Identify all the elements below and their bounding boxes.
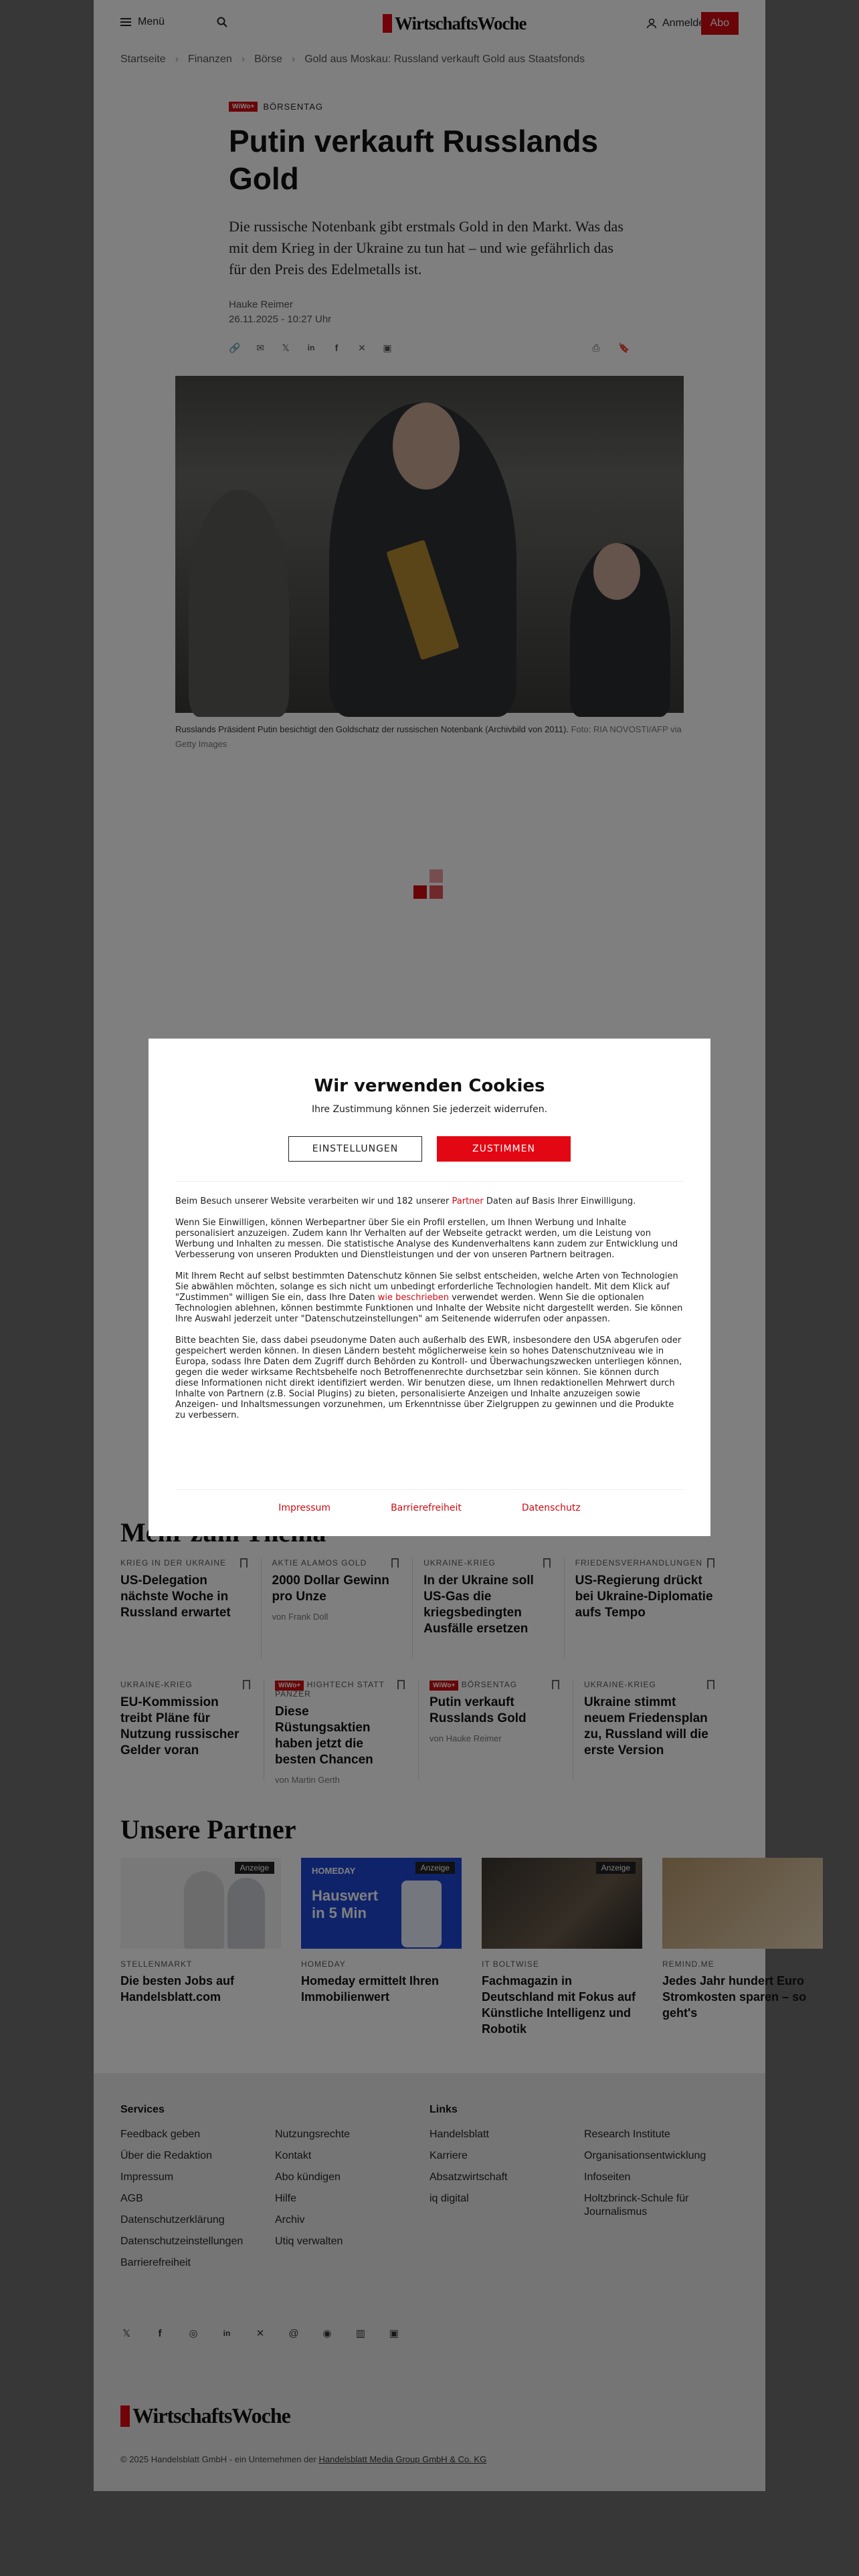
cookie-text: Beim Besuch unserer Website verarbeiten wir und 182 unserer xyxy=(175,1196,450,1206)
divider xyxy=(175,1181,684,1182)
cookie-text: Mit Ihrem Recht auf selbst bestimmten Datenschutz können Sie selbst entscheiden, welche Arten von Technologien Sie abwählen möchten, solange es sich nicht um unbedingt erforderliche Technologien handelt. Mit dem Klick auf "Zustimmen" willigen Sie ein, dass Ihre Daten xyxy=(175,1271,678,1303)
cookie-accept-button[interactable]: ZUSTIMMEN xyxy=(437,1136,571,1162)
cookie-body xyxy=(175,1196,684,1432)
cookie-paragraph xyxy=(175,1271,684,1325)
cookie-settings-button[interactable]: EINSTELLUNGEN xyxy=(288,1136,422,1162)
cookie-text: Daten auf Basis Ihrer Einwilligung. xyxy=(486,1196,636,1206)
datenschutz-link[interactable]: Datenschutz xyxy=(521,1503,581,1513)
impressum-link[interactable]: Impressum xyxy=(278,1503,331,1513)
cookie-paragraph: Bitte beachten Sie, dass dabei pseudonyme Daten auch außerhalb des EWR, insbesondere den USA abgerufen oder gespeichert werden können. In diesen Ländern besteht möglicherweise kein so hohes Datenschutzniveau wie in Europa, sodass Ihre Daten dem Zugriff durch Behörden zu Kontroll- und Überwachungszwecken unterliegen können, gegen die weder wirksame Rechtsbehelfe noch Betroffenenrechte durchsetzbar sein können. Sie können durch diese Informationen nicht direkt identifiziert werden. Wir benutzen diese, um Ihnen redaktionellen Mehrwert durch Inhalte von Partnern (z.B. Social Plugins) zu bieten, personalisierte Anzeigen und Inhalte anzuzeigen sowie Anzeigen- und Inhaltsmessungen vorzunehmen, um Erkenntnisse über Zielgruppen zu gewinnen und die Produkte zu verbessern. xyxy=(175,1335,682,1420)
cookie-paragraph: Wenn Sie Einwilligen, können Werbepartner über Sie ein Profil erstellen, um Ihnen Werbung und Inhalte personalisiert anzuzeigen. Zudem kann Ihr Verhalten auf der Webseite getrackt werden, um die Leistung von Werbung und Inhalten zu messen. Die statistische Analyse des Kundenverhaltens kann zudem zur Entwicklung und Verbesserung von unseren Produkten und Dienstleistungen und der von unseren Partnern beitragen. xyxy=(175,1218,678,1260)
cookie-title: Wir verwenden Cookies xyxy=(314,1076,545,1096)
cookie-text: verwendet werden. Wenn Sie die optionalen Technologien ablehnen, können bestimmte Funktionen und Inhalte der Website nicht dargestellt werden. Sie können Ihre Auswahl jederzeit unter "Datenschutzeinstellungen" am Seitenende widerrufen oder anpassen. xyxy=(175,1293,683,1324)
cookie-paragraph xyxy=(175,1196,684,1207)
cookie-buttons xyxy=(149,1136,710,1162)
cookie-footer-links xyxy=(149,1503,710,1513)
barrierefreiheit-link[interactable]: Barrierefreiheit xyxy=(391,1503,462,1513)
described-link[interactable]: wie beschrieben xyxy=(377,1293,449,1303)
divider xyxy=(175,1489,684,1490)
partner-link[interactable]: Partner xyxy=(452,1196,484,1206)
cookie-subtitle: Ihre Zustimmung können Sie jederzeit widerrufen. xyxy=(311,1104,548,1115)
cookie-consent-dialog xyxy=(149,1039,710,1536)
